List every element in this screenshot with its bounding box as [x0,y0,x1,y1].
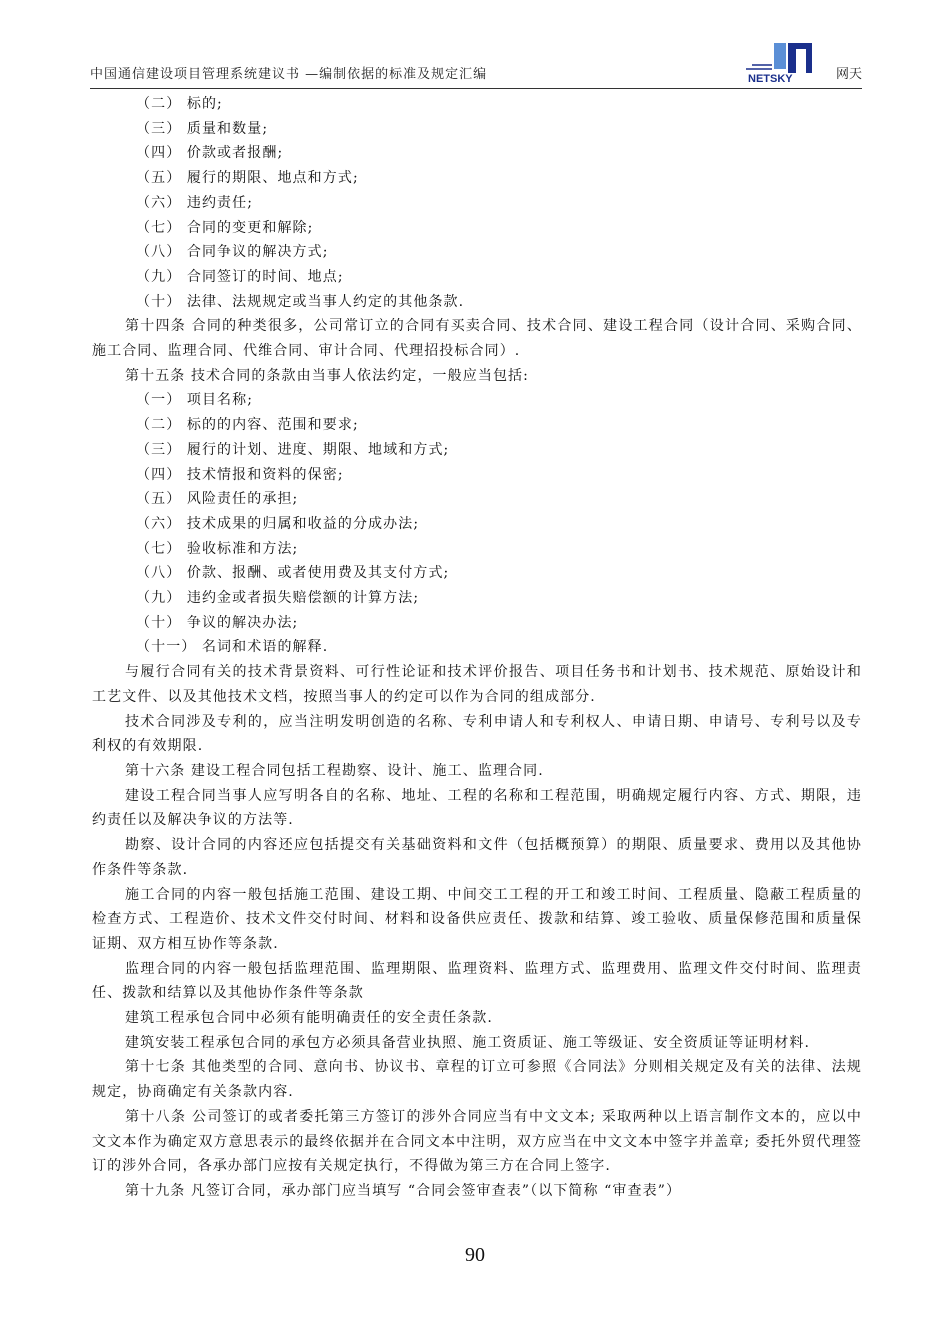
list-item: （八） 合同争议的解决方式; [136,244,329,261]
list-item: （六） 技术成果的归属和收益的分成办法; [136,515,420,532]
list-item: （六） 违约责任; [136,194,254,211]
paragraph: 第十八条 公司签订的或者委托第三方签订的涉外合同应当有中文文本; 采取两种以上语言制作文本的，应以中文文本作为确定双方意思表示的最终依据并在合同文本中注明，双方应当在中文文本中签字并盖章; 委托外贸代理签订的涉外合同，各承办部门应按有关规定执行，不得做为第三方在合同上签字. [92,1108,862,1175]
list-item: （四） 价款或者报酬; [136,145,284,162]
netsky-logo-icon [744,41,814,85]
list-item: （三） 质量和数量; [136,120,269,137]
list-item: （十一） 名词和术语的解释. [136,639,329,656]
document-body [92,92,862,1204]
list-item: （五） 风险责任的承担; [136,491,299,508]
paragraph: 技术合同涉及专利的，应当注明发明创造的名称、专利申请人和专利权人、申请日期、申请号、专利号以及专利权的有效期限. [92,713,862,755]
paragraph: 建筑安装工程承包合同的承包方必须具备营业执照、施工资质证、施工等级证、安全资质证等证明材料. [125,1034,811,1051]
paragraph: 第十五条 技术合同的条款由当事人依法约定，一般应当包括: [125,367,529,384]
paragraph: 勘察、设计合同的内容还应包括提交有关基础资料和文件（包括概预算）的期限、质量要求、费用以及其他协作条件等条款. [92,837,862,878]
paragraph: 第十九条 凡签订合同，承办部门应当填写 “合同会签审查表”（以下简称 “审查表”） [125,1182,682,1199]
paragraph: 第十四条 合同的种类很多，公司常订立的合同有买卖合同、技术合同、建设工程合同（设计合同、采购合同、施工合同、监理合同、代维合同、审计合同、代理招投标合同）. [92,318,862,360]
paragraph: 与履行合同有关的技术背景资料、可行性论证和技术评价报告、项目任务书和计划书、技术规范、原始设计和工艺文件、以及其他技术文档，按照当事人的约定可以作为合同的组成部分. [92,664,862,705]
list-item: （九） 违约金或者损失赔偿额的计算方法; [136,590,420,607]
list-item: （十） 争议的解决办法; [136,614,299,631]
list-item: （十） 法律、法规规定或当事人约定的其他条款. [136,293,465,310]
list-item: （七） 验收标准和方法; [136,540,299,557]
list-item: （三） 履行的计划、进度、期限、地域和方式; [136,441,450,458]
list-item: （二） 标的的内容、范围和要求; [136,417,359,434]
paragraph: 第十七条 其他类型的合同、意向书、协议书、章程的订立可参照《合同法》分则相关规定及有关的法律、法规规定，协商确定有关条款内容. [92,1059,862,1101]
list-item: （二） 标的; [136,96,223,112]
header-title: 中国通信建设项目管理系统建议书 —编制依据的标准及规定汇编 [90,67,488,82]
paragraph: 建筑工程承包合同中必须有能明确责任的安全责任条款. [125,1010,493,1027]
paragraph: 建设工程合同当事人应写明各自的名称、地址、工程的名称和工程范围，明确规定履行内容、方式、期限，违约责任以及解决争议的方法等. [92,787,862,829]
list-item: （五） 履行的期限、地点和方式; [136,170,359,187]
paragraph: 第十六条 建设工程合同包括工程勘察、设计、施工、监理合同. [125,762,544,779]
logo-text: NETSKY [748,73,793,85]
list-item: （一） 项目名称; [136,392,254,409]
page-number: 90 [465,1244,485,1266]
header-brand-cn: 网天 [835,67,862,82]
list-item: （九） 合同签订的时间、地点; [136,268,344,285]
page-header [90,40,862,89]
paragraph: 施工合同的内容一般包括施工范围、建设工期、中间交工工程的开工和竣工时间、工程质量、隐蔽工程质量的检查方式、工程造价、技术文件交付时间、材料和设备供应责任、拨款和结算、竣工验收、质量保修范围和质量保证期、双方相互协作等条款. [92,886,862,952]
list-item: （八） 价款、报酬、或者使用费及其支付方式; [136,565,450,582]
list-item: （四） 技术情报和资料的保密; [136,466,344,483]
paragraph: 监理合同的内容一般包括监理范围、监理期限、监理资料、监理方式、监理费用、监理文件交付时间、监理责任、拨款和结算以及其他协作条件等条款 [92,960,862,1002]
list-item: （七） 合同的变更和解除; [136,219,314,236]
